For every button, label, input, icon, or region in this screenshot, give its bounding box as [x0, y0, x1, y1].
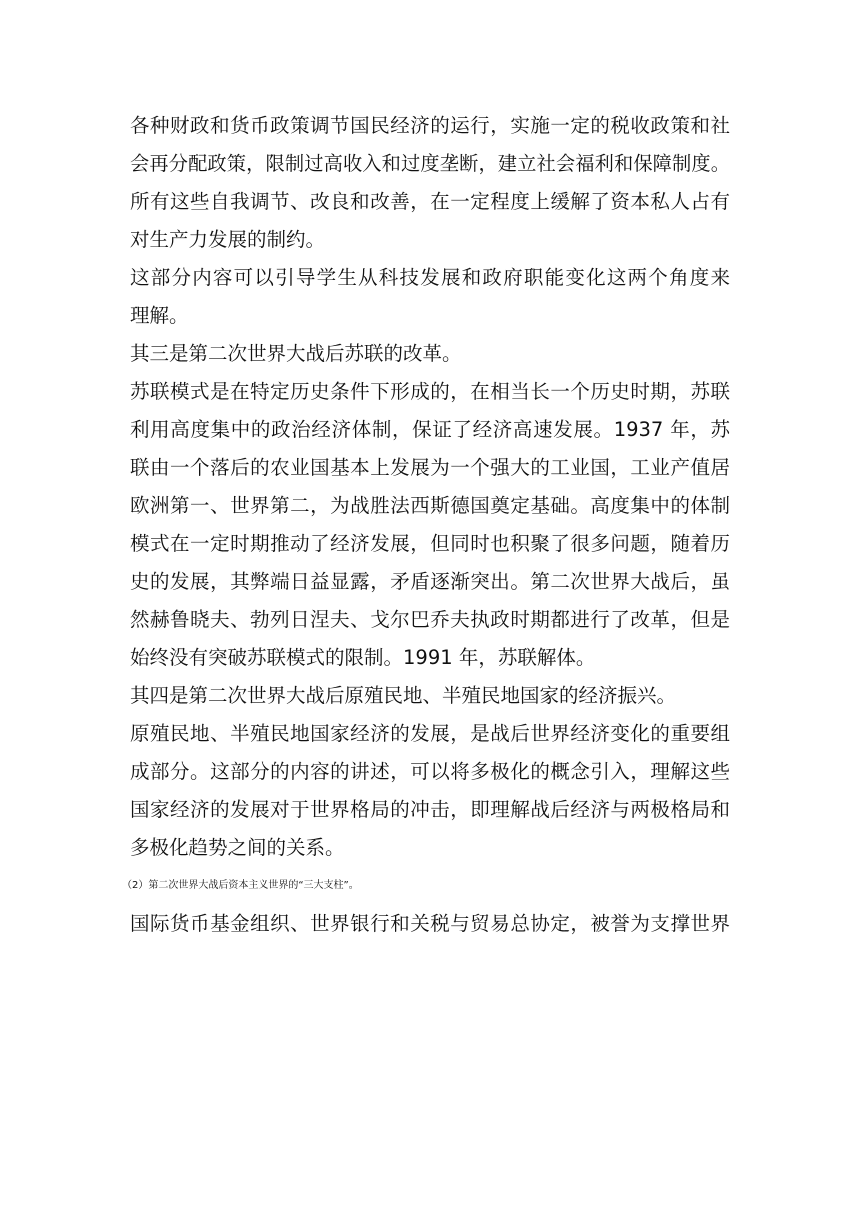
text-line: 史的发展，其弊端日益显露，矛盾逐渐突出。第二次世界大战后，虽 — [130, 570, 730, 593]
text-line: 苏联模式是在特定历史条件下形成的，在相当长一个历史时期，苏联 — [130, 380, 730, 403]
text-line: 这部分内容可以引导学生从科技发展和政府职能变化这两个角度来 — [130, 266, 730, 289]
document-body — [122, 107, 730, 943]
paragraph-heading-three-pillars — [122, 867, 730, 905]
paragraph-colonial-economy — [130, 715, 730, 867]
text-line: 各种财政和货币政策调节国民经济的运行，实施一定的税收政策和社 — [130, 114, 730, 137]
text-line: 利用高度集中的政治经济体制，保证了经济高速发展。1937 年，苏 — [130, 418, 730, 441]
paragraph-three-pillars — [130, 905, 730, 943]
text-line: 成部分。这部分的内容的讲述，可以将多极化的概念引入，理解这些 — [130, 760, 730, 783]
text-line: 会再分配政策，限制过高收入和过度垄断，建立社会福利和保障制度。 — [130, 152, 730, 175]
text-line: 对生产力发展的制约。 — [130, 228, 326, 251]
text-line: 国家经济的发展对于世界格局的冲击，即理解战后经济与两极格局和 — [130, 798, 730, 821]
text-line: 原殖民地、半殖民地国家经济的发展，是战后世界经济变化的重要组 — [130, 722, 730, 745]
text-line: 然赫鲁晓夫、勃列日涅夫、戈尔巴乔夫执政时期都进行了改革，但是 — [130, 608, 730, 631]
section-heading: （2）第二次世界大战后资本主义世界的“三大支柱”。 — [122, 880, 359, 891]
text-line: 模式在一定时期推动了经济发展，但同时也积聚了很多问题，随着历 — [130, 532, 730, 555]
text-line: 国际货币基金组织、世界银行和关税与贸易总协定，被誉为支撑世界 — [130, 912, 730, 935]
section-heading: 其四是第二次世界大战后原殖民地、半殖民地国家的经济振兴。 — [130, 684, 677, 707]
paragraph-heading-colonial-revival — [130, 677, 730, 715]
paragraph-teaching-note — [130, 259, 730, 335]
paragraph-welfare-policy — [130, 107, 730, 259]
paragraph-heading-soviet-reform — [130, 335, 730, 373]
text-line: 多极化趋势之间的关系。 — [130, 836, 345, 859]
text-line: 理解。 — [130, 304, 189, 327]
text-line: 欧洲第一、世界第二，为战胜法西斯德国奠定基础。高度集中的体制 — [130, 494, 730, 517]
text-line: 始终没有突破苏联模式的限制。1991 年，苏联解体。 — [130, 646, 596, 669]
text-line: 所有这些自我调节、改良和改善，在一定程度上缓解了资本私人占有 — [130, 190, 730, 213]
paragraph-soviet-model — [130, 373, 730, 677]
text-line: 联由一个落后的农业国基本上发展为一个强大的工业国，工业产值居 — [130, 456, 730, 479]
section-heading: 其三是第二次世界大战后苏联的改革。 — [130, 342, 462, 365]
